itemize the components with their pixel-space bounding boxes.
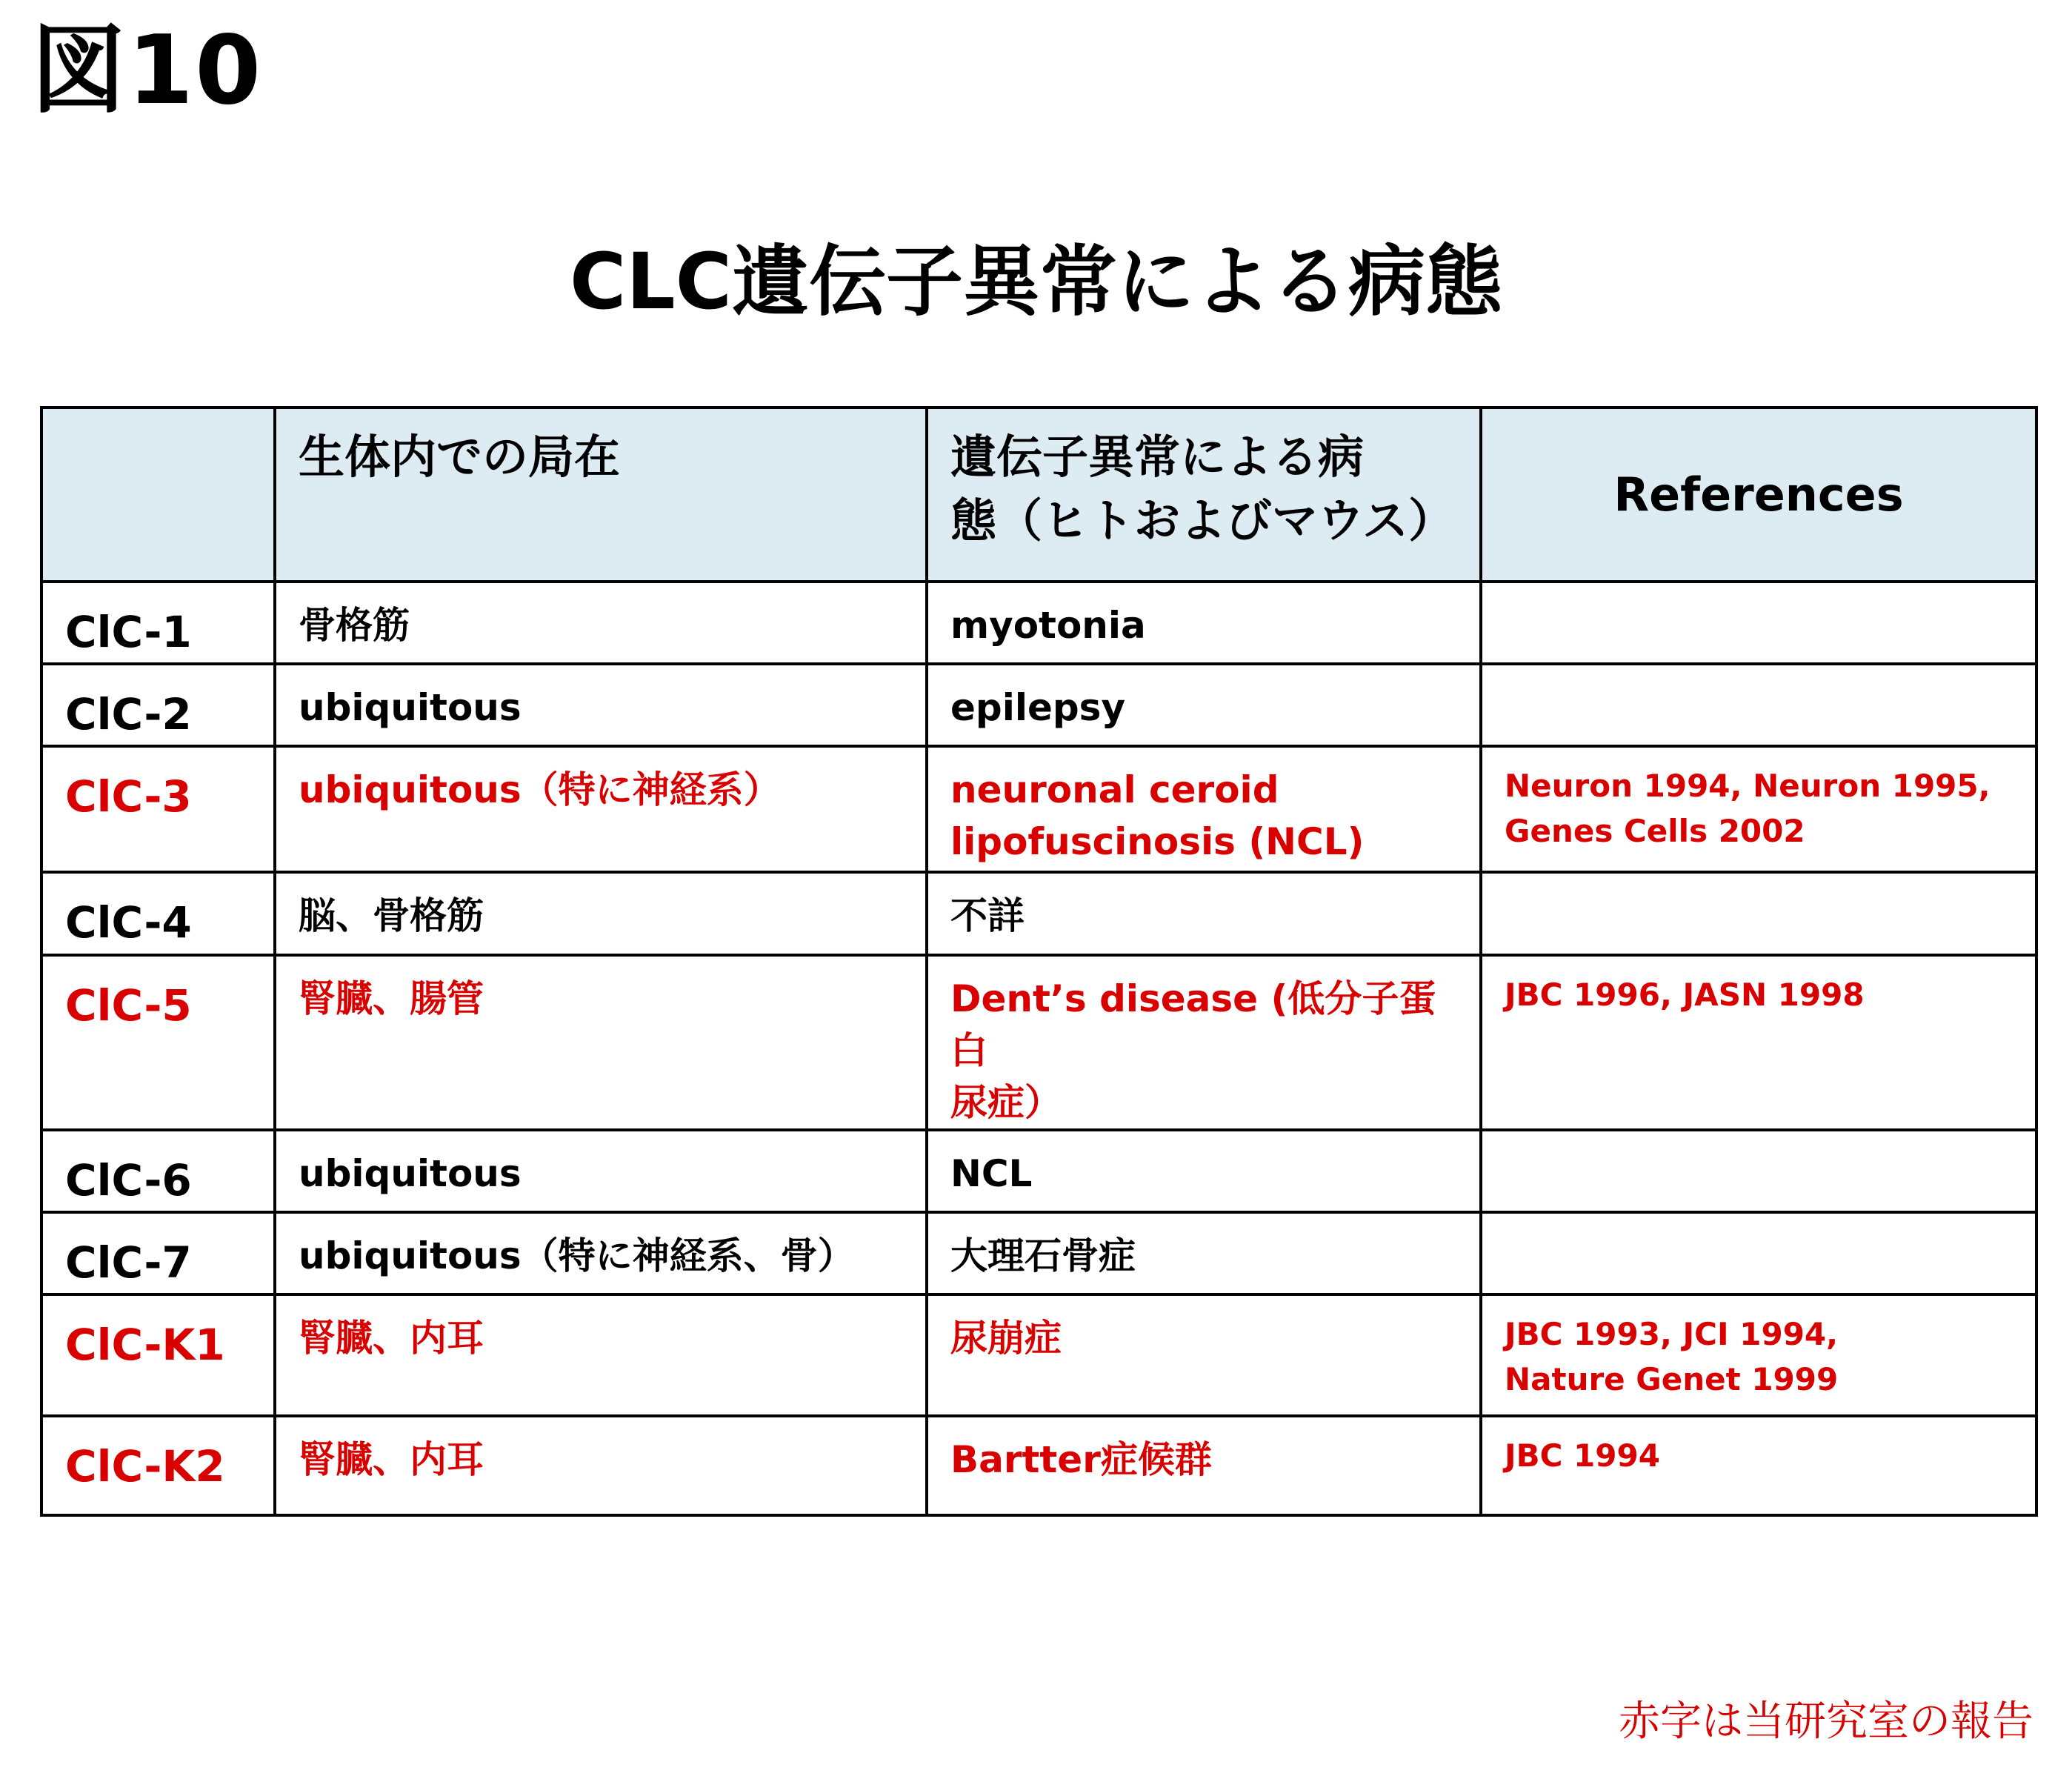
- gene-name: ClC-1: [41, 582, 275, 664]
- header-disease: 遺伝子異常による病 態（ヒトおよびマウス）: [927, 408, 1481, 582]
- references-cell: [1481, 664, 2036, 746]
- references-cell: [1481, 582, 2036, 664]
- localization-cell: 腎臓、内耳: [275, 1416, 927, 1515]
- localization-cell: 脳、骨格筋: [275, 872, 927, 954]
- references-cell: JBC 1996, JASN 1998: [1481, 955, 2036, 1130]
- table-row-clc-5: [41, 955, 2036, 1130]
- references-cell: [1481, 872, 2036, 954]
- references-cell: Neuron 1994, Neuron 1995, Genes Cells 2002: [1481, 746, 2036, 872]
- gene-name: ClC-2: [41, 664, 275, 746]
- table-row-clc-k1: [41, 1294, 2036, 1416]
- disease-cell: neuronal ceroid lipofuscinosis (NCL): [927, 746, 1481, 872]
- table-row-clc-k2: [41, 1416, 2036, 1515]
- references-cell: [1481, 1130, 2036, 1212]
- localization-cell: ubiquitous: [275, 664, 927, 746]
- header-gene: [41, 408, 275, 582]
- gene-name: ClC-3: [41, 746, 275, 872]
- footnote: 赤字は当研究室の報告: [1619, 1697, 2033, 1746]
- disease-cell: epilepsy: [927, 664, 1481, 746]
- table-header-row: [41, 408, 2036, 582]
- localization-cell: ubiquitous（特に神経系、骨）: [275, 1212, 927, 1294]
- localization-cell: 骨格筋: [275, 582, 927, 664]
- gene-name: ClC-7: [41, 1212, 275, 1294]
- disease-cell: myotonia: [927, 582, 1481, 664]
- disease-cell: 不詳: [927, 872, 1481, 954]
- table-row-clc-7: [41, 1212, 2036, 1294]
- gene-name: ClC-K2: [41, 1416, 275, 1515]
- gene-name: ClC-K1: [41, 1294, 275, 1416]
- clc-disease-table: [40, 406, 2038, 1517]
- localization-cell: 腎臓、腸管: [275, 955, 927, 1130]
- localization-cell: 腎臓、内耳: [275, 1294, 927, 1416]
- gene-name: ClC-5: [41, 955, 275, 1130]
- table-row-clc-2: [41, 664, 2036, 746]
- localization-cell: ubiquitous（特に神経系）: [275, 746, 927, 872]
- references-cell: [1481, 1212, 2036, 1294]
- disease-cell: 大理石骨症: [927, 1212, 1481, 1294]
- disease-cell: Dent’s disease (低分子蛋白 尿症）: [927, 955, 1481, 1130]
- table-row-clc-6: [41, 1130, 2036, 1212]
- header-references: References: [1481, 408, 2036, 582]
- disease-cell: 尿崩症: [927, 1294, 1481, 1416]
- disease-cell: NCL: [927, 1130, 1481, 1212]
- table-row-clc-3: [41, 746, 2036, 872]
- gene-name: ClC-6: [41, 1130, 275, 1212]
- references-cell: JBC 1994: [1481, 1416, 2036, 1515]
- header-localization: 生体内での局在: [275, 408, 927, 582]
- table-row-clc-1: [41, 582, 2036, 664]
- references-cell: JBC 1993, JCI 1994, Nature Genet 1999: [1481, 1294, 2036, 1416]
- table-row-clc-4: [41, 872, 2036, 954]
- slide-title: CLC遺伝子異常による病態: [570, 236, 1502, 327]
- figure-label: 図10: [31, 16, 263, 126]
- gene-name: ClC-4: [41, 872, 275, 954]
- disease-cell: Bartter症候群: [927, 1416, 1481, 1515]
- localization-cell: ubiquitous: [275, 1130, 927, 1212]
